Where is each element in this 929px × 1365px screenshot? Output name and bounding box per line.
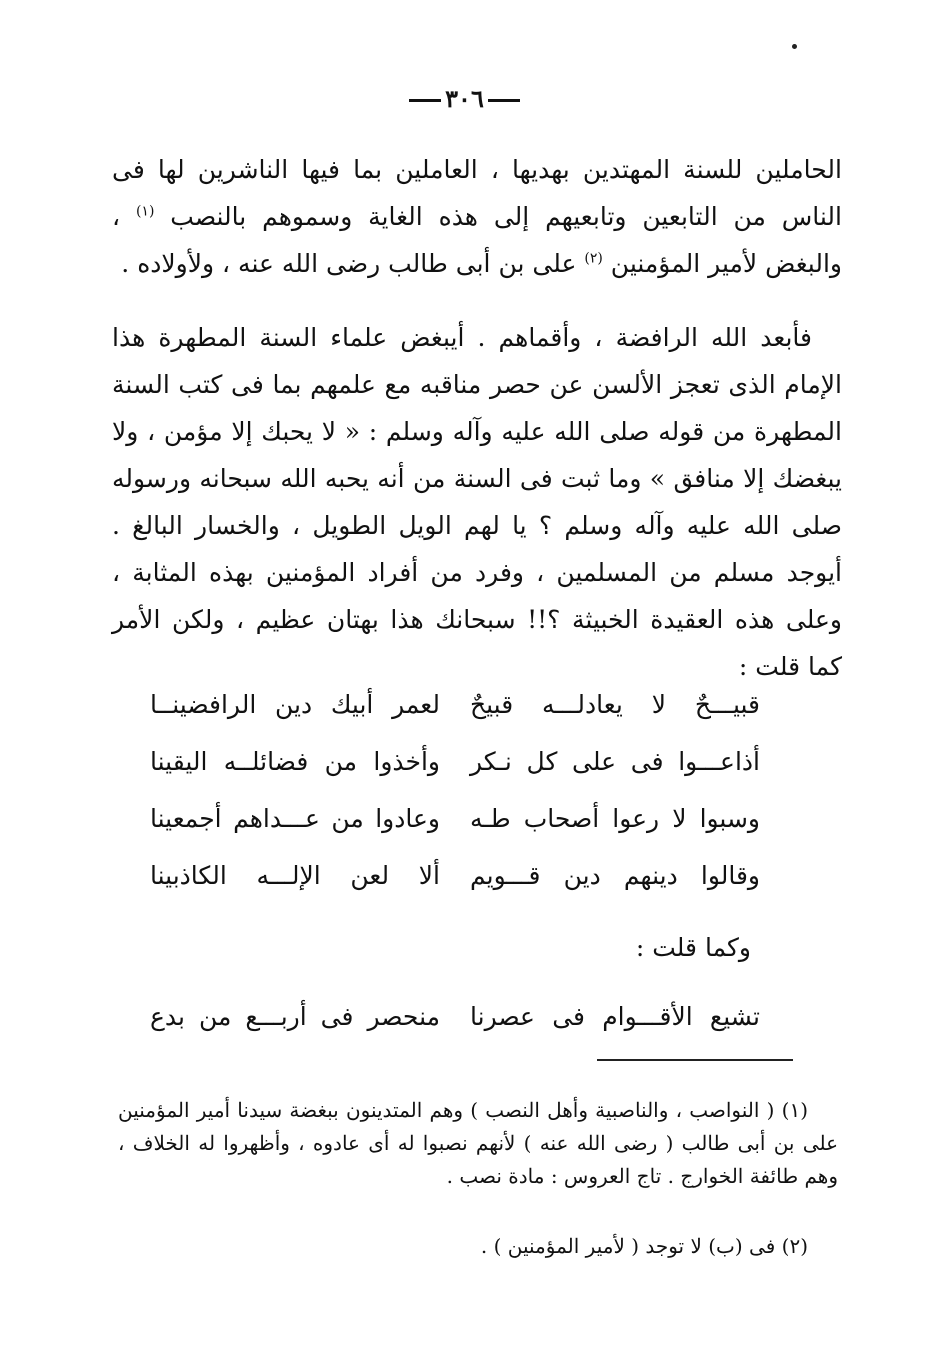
page-number [0,84,929,113]
verse-first-hemistich: أذاعـــوا فى على كل نـكر [470,747,760,776]
paragraph-1-text: الحاملين للسنة المهتدين بهديها ، العاملين بما فيها الناشرين لها فى الناس من التابعين وتابعيهم إلى هذه الغاية وسموهم بالنصب [112,155,842,231]
page-number-value: ٣٠٦ [445,84,484,113]
poem-2-intro: وكما قلت : [635,933,751,962]
footnote-ref-1: (١) [135,203,155,220]
footnote-2: (٢) فى (ب) لا توجد ( لأمير المؤمنين ) . [480,1234,808,1258]
verse-second-hemistich: وعادوا من عـــداهم أجمعينا [150,804,440,833]
poem-verse [150,847,760,904]
verse-first-hemistich: وسبوا لا رعوا أصحاب طـه [470,804,760,833]
page-number-dash-left [409,99,441,102]
paragraph-2: فأبعد الله الرافضة ، وأقماهم . أيبغض علماء السنة المطهرة هذا الإمام الذى تعجز الألسن عن حصر مناقبه مع علمهم بما فى كتب السنة المطهرة من قوله صلى الله عليه وآله وسلم : « لا يحبك إلا مؤمن ، ولا يبغضك إلا منافق » وما ثبت فى السنة من أنه يحبه الله سبحانه ورسوله صلى الله عليه وآله وسلم ؟ يا لهم الويل الطويل ، والخسار البالغ . أيوجد مسلم من المسلمين ، وفرد من أفراد المؤمنين بهذه المثابة ، وعلى هذه العقيدة الخبيثة ؟!! سبحانك هذا بهتان عظيم ، ولكن الأمر كما قلت : [112,323,842,681]
poem-verse [150,733,760,790]
verse-second-hemistich: ألا لعن الإلـــه الكاذبينا [150,861,440,890]
paragraph-1-text-end: على بن أبى طالب رضى الله عنه ، ولأولاده . [121,249,577,278]
poem-verse [150,676,760,733]
poem-verse [150,988,760,1045]
poem-2 [150,988,760,1045]
verse-second-hemistich: لعمر أبيك دين الرافضينــا [150,690,440,719]
page-number-dash-right [488,99,520,102]
paragraph-1-text-after: ، والبغض لأمير المؤمنين [112,202,842,278]
verse-first-hemistich: وقالوا دينهم دين قـــويم [470,861,760,890]
ink-speck [792,44,797,49]
poem-1 [150,676,760,904]
footnote-ref-2: (٢) [584,250,603,267]
verse-first-hemistich: قبيـــحٌ لا يعادلـــه قبيحٌ [470,690,760,719]
footnote-separator [597,1059,793,1061]
verse-second-hemistich: وأخذوا من فضائلــه اليقينا [150,747,440,776]
verse-first-hemistich: تشيع الأقـــوام فى عصرنا [470,1002,760,1031]
poem-verse [150,790,760,847]
paragraph-1 [112,146,842,287]
footnote-1: (١) ( النواصب ، والناصبية وأهل النصب ) وهم المتدينون ببغضة سيدنا أمير المؤمنين على بن أبى طالب ( رضى الله عنه ) لأنهم نصبوا له أى عادوه ، وأظهروا له الخلاف ، وهم طائفة الخوارج . تاج العروس : مادة نصب . [118,1098,838,1188]
verse-second-hemistich: منحصر فى أربـــع من بدع [150,1002,440,1031]
